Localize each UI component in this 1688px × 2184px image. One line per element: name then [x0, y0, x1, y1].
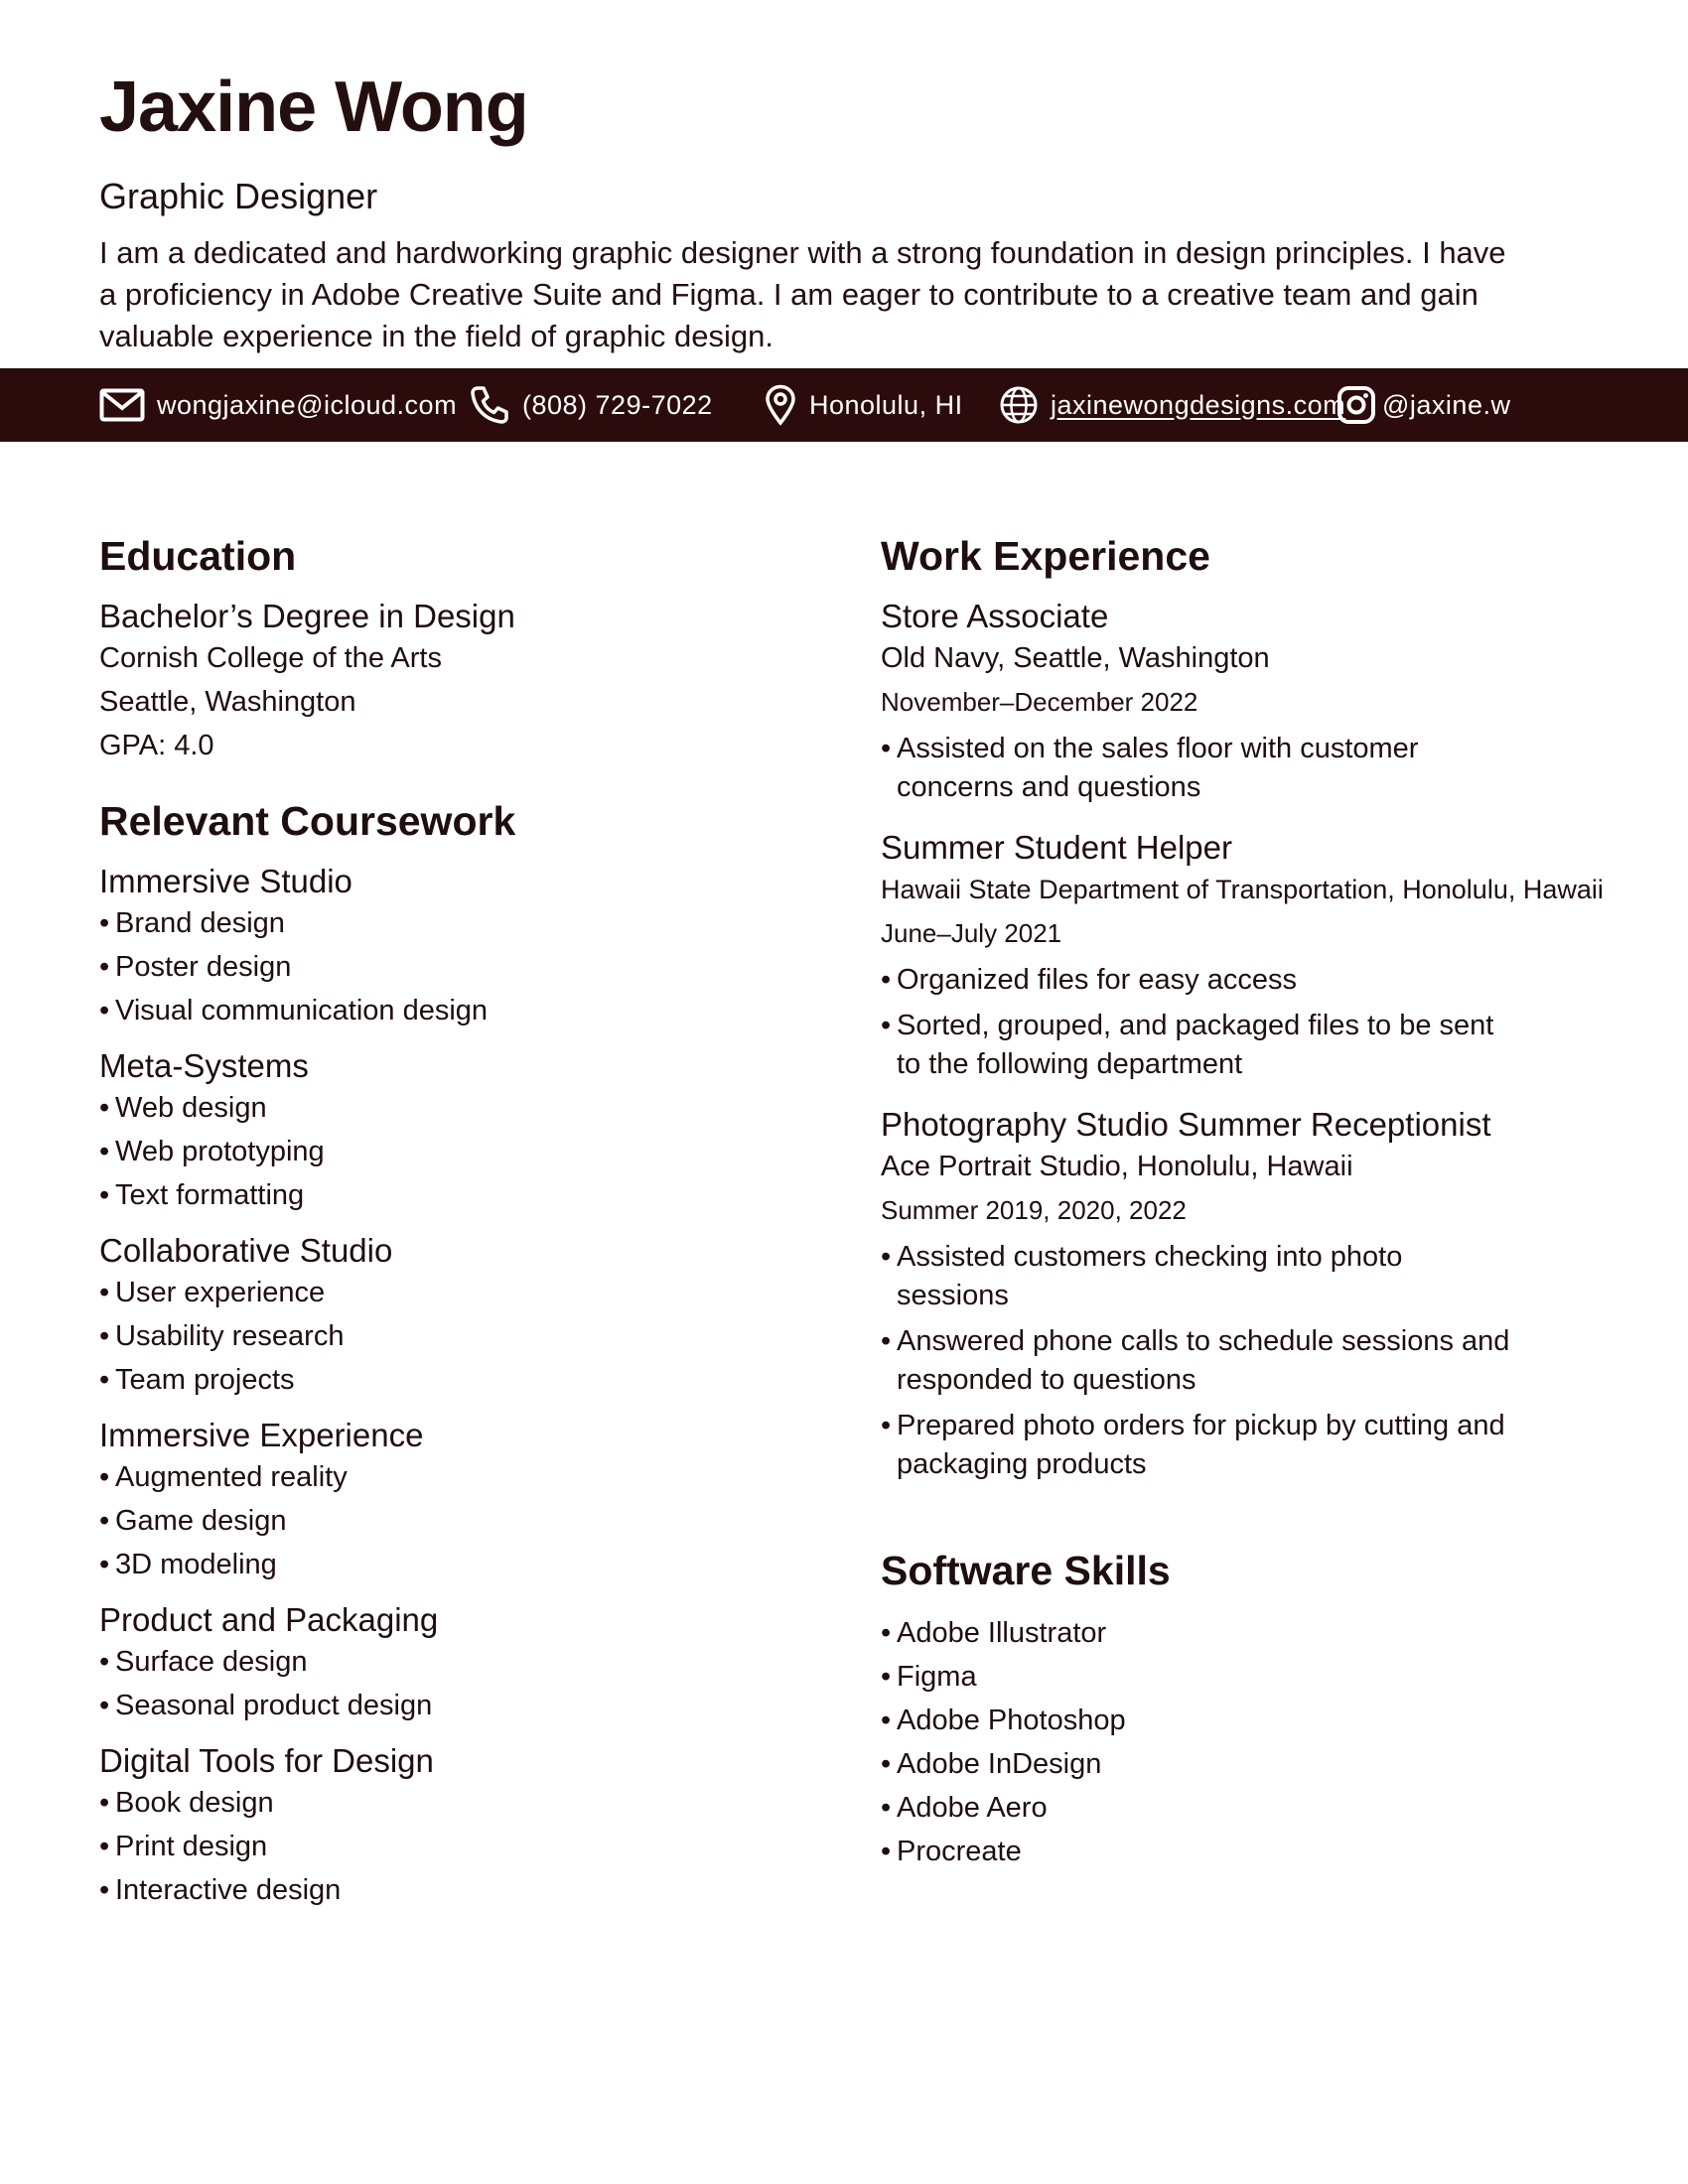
list-item: • Seasonal product design	[99, 1690, 433, 1721]
list-item: • Figma	[881, 1661, 977, 1693]
contact-bar	[0, 368, 1688, 442]
course-name: Digital Tools for Design	[99, 1742, 434, 1779]
job-org: Old Navy, Seattle, Washington	[881, 642, 1270, 674]
list-item: • Prepared photo orders for pickup by cutting and packaging products	[881, 1410, 1505, 1480]
list-item: • Procreate	[881, 1836, 1022, 1867]
job-dates: June–July 2021	[881, 918, 1062, 948]
course-name: Product and Packaging	[99, 1601, 439, 1638]
coursework-title: Relevant Coursework	[99, 798, 516, 844]
course-block	[99, 1600, 834, 1727]
list-item: • Visual communication design	[99, 995, 489, 1026]
list-item: • Assisted on the sales floor with customer concerns and questions	[881, 733, 1419, 803]
list-item: • Text formatting	[99, 1179, 305, 1211]
course-block	[99, 1046, 834, 1217]
contact-instagram-text: @jaxine.w	[1382, 389, 1511, 420]
job-dates: Summer 2019, 2020, 2022	[881, 1195, 1187, 1225]
contact-phone[interactable]	[469, 368, 713, 442]
course-block	[99, 1416, 834, 1586]
list-item: • Adobe Aero	[881, 1792, 1048, 1824]
list-item: • Book design	[99, 1787, 274, 1819]
course-name: Immersive Experience	[99, 1417, 424, 1453]
globe-icon	[999, 385, 1039, 425]
contact-email[interactable]	[99, 368, 457, 442]
list-item: • Game design	[99, 1505, 287, 1537]
course-block	[99, 1231, 834, 1402]
job-org: Hawaii State Department of Transportation, Honolulu, Hawaii	[881, 875, 1604, 904]
list-item: • Surface design	[99, 1646, 308, 1678]
list-item: • Brand design	[99, 907, 285, 939]
list-item: • User experience	[99, 1277, 326, 1308]
course-name: Collaborative Studio	[99, 1232, 393, 1269]
list-item: • Adobe Photoshop	[881, 1705, 1126, 1736]
resume-header	[99, 68, 1589, 357]
list-item: • Poster design	[99, 951, 292, 983]
course-block	[99, 862, 834, 1032]
job-role: Store Associate	[881, 598, 1109, 634]
course-name: Immersive Studio	[99, 863, 352, 899]
education-location: Seattle, Washington	[99, 686, 356, 718]
list-item: • Answered phone calls to schedule sessions and responded to questions	[881, 1325, 1510, 1396]
list-item: • Team projects	[99, 1364, 295, 1396]
job-block	[881, 828, 1635, 1084]
job-block	[881, 1105, 1635, 1484]
list-item: • 3D modeling	[99, 1549, 277, 1580]
phone-icon	[469, 384, 510, 426]
list-item: • Interactive design	[99, 1874, 342, 1906]
list-item: • Augmented reality	[99, 1461, 348, 1493]
education-degree: Bachelor’s Degree in Design	[99, 598, 515, 634]
list-item: • Organized files for easy access	[881, 964, 1297, 996]
list-item: • Sorted, grouped, and packaged files to be sent to the following department	[881, 1010, 1494, 1080]
course-name: Meta-Systems	[99, 1047, 309, 1084]
left-column	[99, 533, 834, 1912]
candidate-name: Jaxine Wong	[99, 68, 528, 147]
job-dates: November–December 2022	[881, 687, 1198, 717]
list-item: • Adobe InDesign	[881, 1748, 1102, 1780]
right-column	[881, 533, 1635, 1873]
course-block	[99, 1741, 834, 1912]
list-item: • Usability research	[99, 1320, 345, 1352]
education-school: Cornish College of the Arts	[99, 642, 442, 674]
education-gpa: GPA: 4.0	[99, 730, 214, 761]
website-link[interactable]: jaxinewongdesigns.com	[1051, 389, 1346, 420]
contact-location	[764, 368, 963, 442]
contact-location-text: Honolulu, HI	[809, 389, 963, 420]
instagram-icon	[1336, 385, 1376, 425]
list-item: • Print design	[99, 1831, 268, 1862]
work-title: Work Experience	[881, 533, 1210, 579]
candidate-role: Graphic Designer	[99, 176, 378, 216]
job-role: Photography Studio Summer Receptionist	[881, 1106, 1491, 1143]
skills-title: Software Skills	[881, 1548, 1171, 1593]
mail-icon	[99, 388, 145, 422]
contact-email-text: wongjaxine@icloud.com	[157, 389, 458, 420]
summary-paragraph: I am a dedicated and hardworking graphic designer with a strong foundation in design principles. I have a proficiency in Adobe Creative Suite and Figma. I am eager to contribute to a creative team and gain valuable experience in the field of graphic design.	[99, 235, 1506, 353]
location-pin-icon	[764, 384, 797, 426]
job-role: Summer Student Helper	[881, 829, 1232, 866]
contact-phone-text: (808) 729-7022	[522, 389, 713, 420]
list-item: • Adobe Illustrator	[881, 1617, 1107, 1649]
job-block	[881, 597, 1635, 807]
contact-instagram[interactable]	[1336, 368, 1510, 442]
job-org: Ace Portrait Studio, Honolulu, Hawaii	[881, 1151, 1353, 1182]
list-item: • Assisted customers checking into photo sessions	[881, 1241, 1403, 1311]
list-item: • Web design	[99, 1092, 267, 1124]
list-item: • Web prototyping	[99, 1136, 325, 1167]
contact-website[interactable]	[999, 368, 1345, 442]
education-title: Education	[99, 533, 297, 579]
